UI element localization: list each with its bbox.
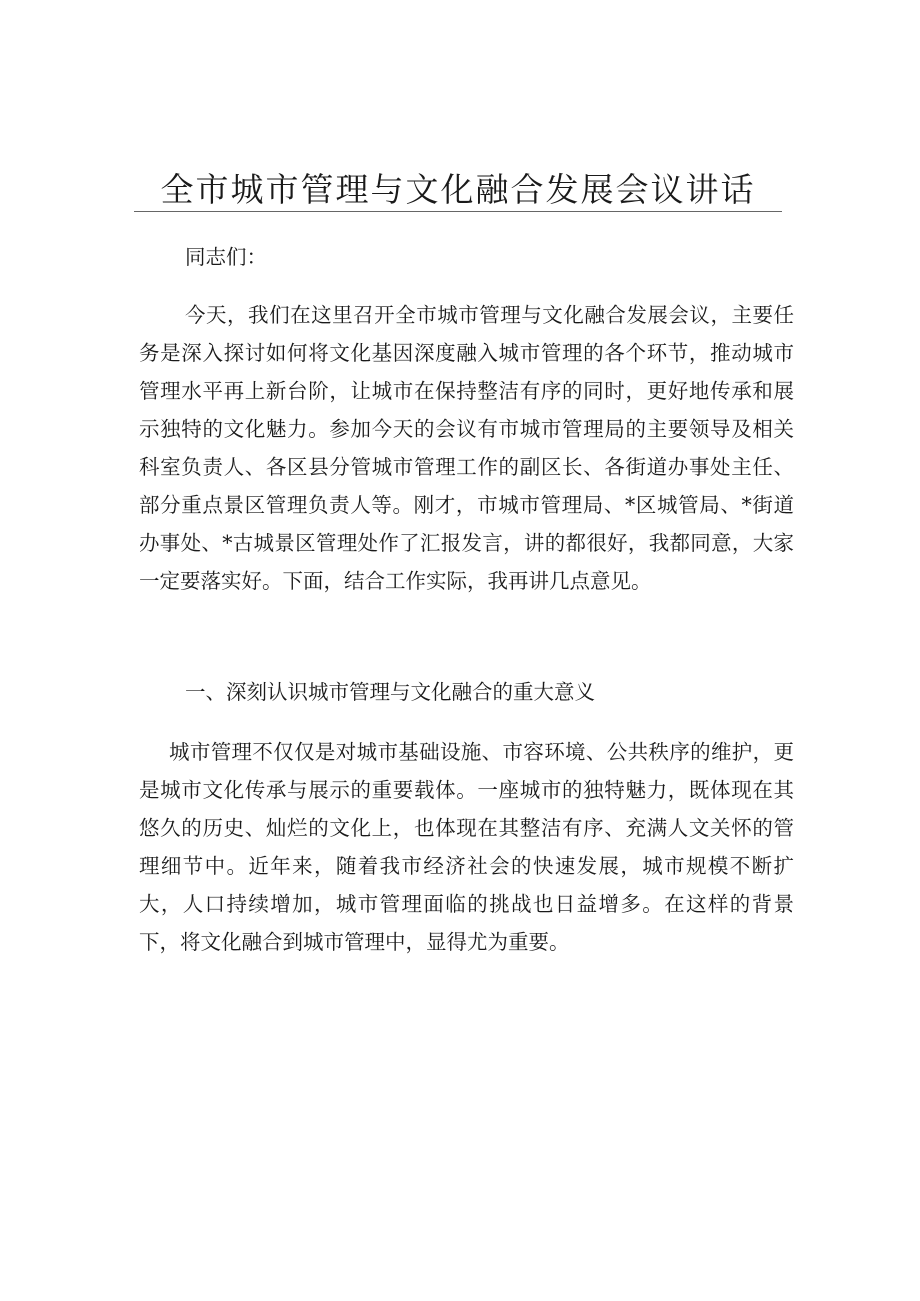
salutation: 同志们： [185,245,267,269]
paragraph-opening: 今天，我们在这里召开全市城市管理与文化融合发展会议，主要任务是深入探讨如何将文化基因深度融入城市管理的各个环节，推动城市管理水平再上新台阶，让城市在保持整洁有序的同时，更好地传承和展示独特的文化魅力。参加今天的会议有市城市管理局的主要领导及相关科室负责人、各区县分管城市管理工作的副区长、各街道办事处主任、部分重点景区管理负责人等。刚才，市城市管理局、*区城管局、*街道办事处、*古城景区管理处作了汇报发言，讲的都很好，我都同意，大家一定要落实好。下面，结合工作实际，我再讲几点意见。 [139,303,794,593]
section-heading-1: 一、深刻认识城市管理与文化融合的重大意义 [185,680,595,704]
paragraph-section-1: 城市管理不仅仅是对城市基础设施、市容环境、公共秩序的维护，更是城市文化传承与展示的重要载体。一座城市的独特魅力，既体现在其悠久的历史、灿烂的文化上，也体现在其整洁有序、充满人文关怀的管理细节中。近年来，随着我市经济社会的快速发展，城市规模不断扩大，人口持续增加，城市管理面临的挑战也日益增多。在这样的背景下，将文化融合到城市管理中，显得尤为重要。 [139,740,794,954]
title-underline [134,211,782,212]
document-title: 全市城市管理与文化融合发展会议讲话 [160,170,756,209]
